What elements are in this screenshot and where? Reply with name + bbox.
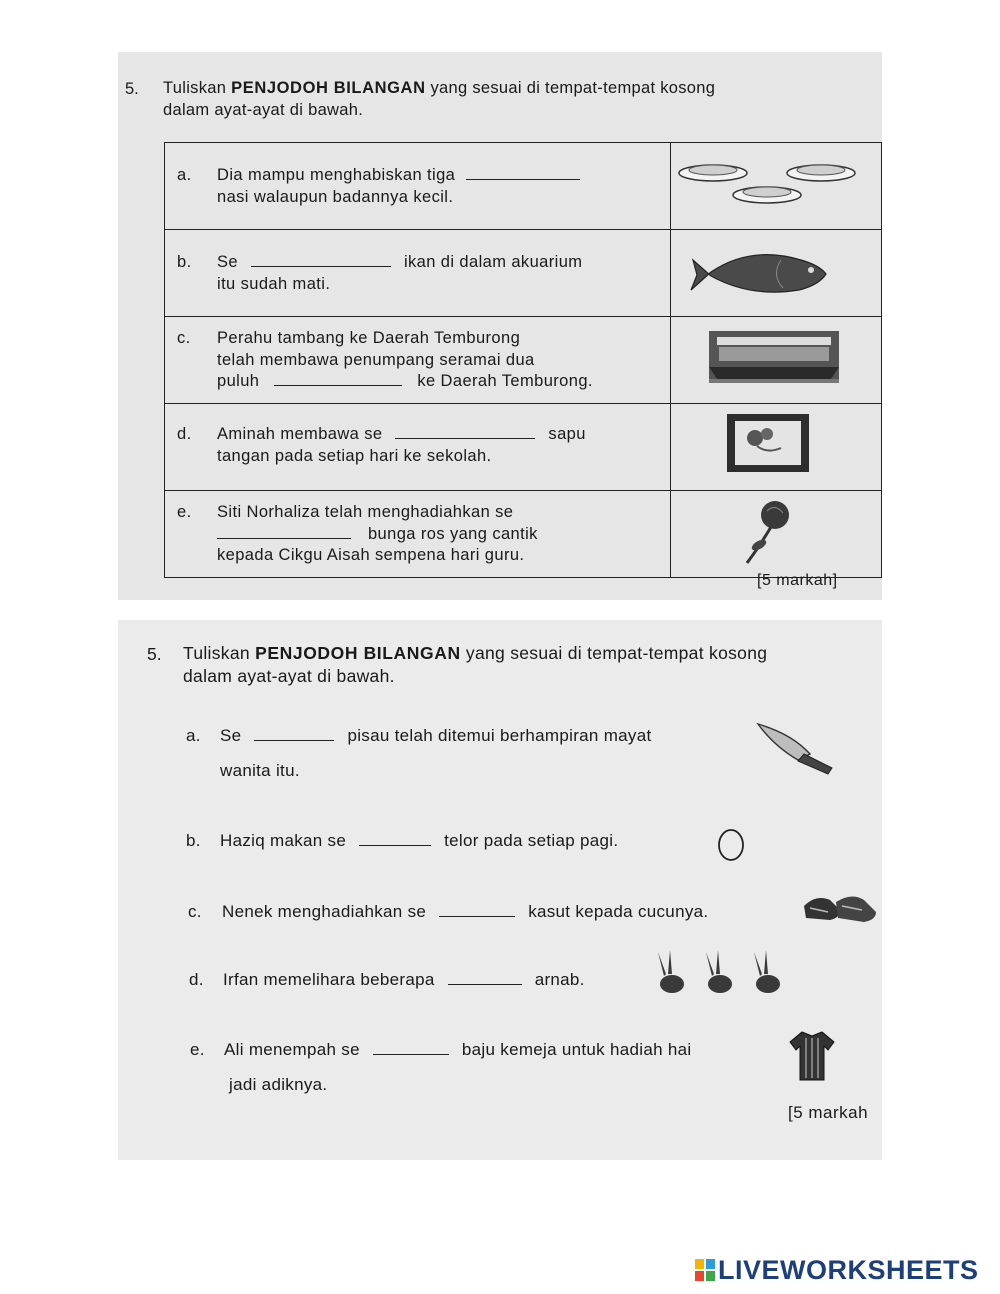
marks-label: [5 markah]: [757, 572, 838, 589]
answer-blank-a[interactable]: [466, 165, 580, 180]
item-letter: b.: [177, 253, 192, 271]
egg-icon: [714, 826, 748, 862]
item-letter: c.: [177, 329, 191, 347]
brand-wordmark: LIVEWORKSHEETS: [718, 1255, 979, 1285]
boat-icon: [671, 317, 882, 404]
marks-label: [5 markah: [788, 1103, 869, 1122]
shirt-icon: [788, 1028, 836, 1084]
fish-icon: [671, 230, 882, 317]
answer-blank-e2[interactable]: [373, 1040, 449, 1055]
question-table: [164, 142, 882, 578]
question-instruction: Tuliskan PENJODOH BILANGAN yang sesuai di tempat-tempat kosong dalam ayat-ayat di bawah.: [163, 79, 716, 119]
answer-blank-b[interactable]: [251, 252, 391, 267]
answer-blank-b2[interactable]: [359, 831, 431, 846]
answer-blank-c2[interactable]: [439, 902, 515, 917]
liveworksheets-logo-icon: [695, 1259, 715, 1281]
question-instruction: Tuliskan PENJODOH BILANGAN yang sesuai di tempat-tempat kosong dalam ayat-ayat di bawah.: [183, 643, 768, 686]
answer-blank-c[interactable]: [274, 371, 402, 386]
table-row: b. Se ikan di dalam akuarium itu sudah mati.: [165, 230, 882, 317]
handkerchief-icon: [671, 404, 882, 491]
question-number: 5.: [147, 644, 162, 664]
knife-icon: [752, 718, 838, 776]
answer-blank-d2[interactable]: [448, 970, 522, 985]
table-row: a. Dia mampu menghabiskan tiga nasi walaupun badannya kecil.: [165, 143, 882, 230]
table-row: c. Perahu tambang ke Daerah Temburong telah membawa penumpang seramai dua puluh ke Daerah Temburong.: [165, 317, 882, 404]
answer-blank-e[interactable]: [217, 524, 351, 539]
instruction-keyword: PENJODOH BILANGAN: [231, 79, 426, 97]
table-row: d. Aminah membawa se sapu tangan pada setiap hari ke sekolah.: [165, 404, 882, 491]
answer-blank-a2[interactable]: [254, 726, 334, 741]
table-row: e. Siti Norhaliza telah menghadiahkan se bunga ros yang cantik kepada Cikgu Aisah sempena hari guru.: [165, 491, 882, 578]
list-item: d. Irfan memelihara beberapa arnab.: [189, 970, 585, 989]
list-item: c. Nenek menghadiahkan se kasut kepada cucunya.: [188, 902, 709, 921]
list-item: a. Se pisau telah ditemui berhampiran mayat: [186, 726, 652, 745]
list-item: b. Haziq makan se telor pada setiap pagi.: [186, 831, 619, 850]
item-letter: d.: [177, 425, 192, 443]
rose-icon: [671, 491, 882, 578]
list-item: e. Ali menempah se baju kemeja untuk hadiah hai: [190, 1040, 692, 1059]
answer-blank-d[interactable]: [395, 424, 535, 439]
rabbits-icon: [650, 946, 790, 1002]
item-letter: e.: [177, 503, 192, 521]
item-continuation: jadi adiknya.: [229, 1075, 328, 1094]
shoes-icon: [800, 888, 880, 928]
item-continuation: wanita itu.: [220, 761, 300, 780]
item-letter: a.: [177, 166, 192, 184]
question-number: 5.: [125, 80, 139, 98]
instruction-keyword: PENJODOH BILANGAN: [255, 643, 461, 663]
rice-plates-icon: [671, 143, 882, 230]
